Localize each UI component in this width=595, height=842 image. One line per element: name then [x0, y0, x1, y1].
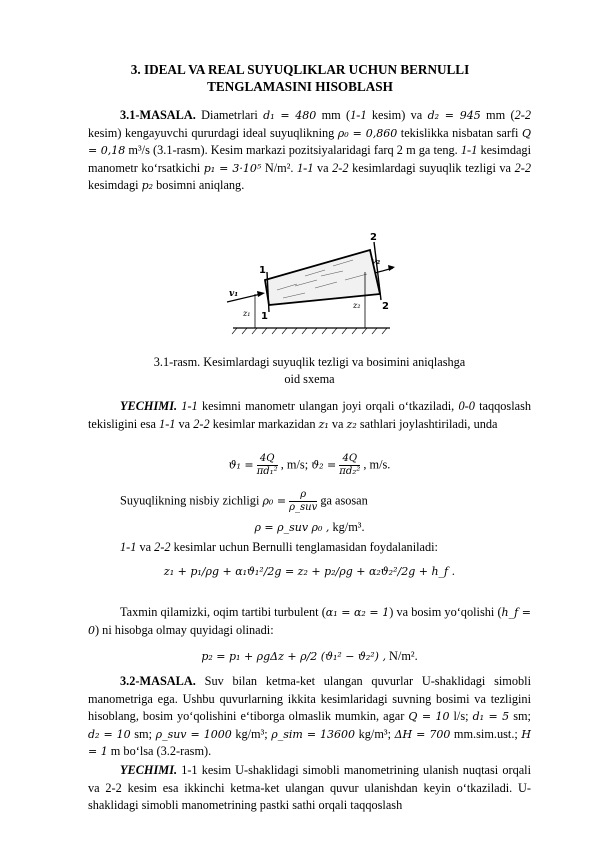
density-fraction [289, 489, 317, 514]
text: sathlari [359, 416, 397, 431]
q-value: Q = 0,18 [88, 126, 531, 158]
d2-value: d₂ = 10 [88, 727, 131, 741]
text: kesim) kengayuvchi qururdagi ideal suyuqlikning [88, 125, 335, 140]
text: tezligi va [465, 160, 512, 175]
text: ) va bosim yo‘qolishi ( [389, 605, 502, 619]
problem-1-text [88, 107, 531, 195]
text: kesimlar uchun Bernulli tenglamasidan foydalaniladi: [173, 540, 438, 554]
pipe-diagram-svg [225, 228, 395, 336]
unit: kg/m³; [235, 726, 268, 741]
text: mm ( [486, 108, 515, 122]
eq2-denominator: πd₂² [339, 466, 361, 477]
eq2-numerator: 4Q [339, 453, 360, 466]
caption-line-1: 3.1-rasm. Kesimlardagi suyuqlik tezligi va bosimini aniqlashga [153, 355, 466, 369]
alpha-eq: α₁ = α₂ = 1 [325, 606, 390, 619]
text: m³/s (3.1-rasm). Kesim markazi pozitsiyalaridagi farq 2 m ga teng. [128, 143, 458, 158]
text: kesimlardagi suyuqlik [352, 160, 462, 175]
text: Diametrlari [201, 108, 258, 122]
d1-value: d₁ = 480 [263, 109, 317, 122]
section-ref: 1-1 [181, 399, 198, 413]
text: N/m². [264, 160, 294, 175]
text: mm ( [321, 108, 351, 122]
unit: kg/m³; [358, 726, 392, 741]
text: kesimdagi manometr ko‘rsatkichi [88, 143, 531, 175]
label-section-1-bottom: 1 [261, 311, 268, 322]
problem-2-text [88, 673, 531, 761]
unit: sm; [513, 709, 531, 724]
label-z2: z₂ [353, 301, 361, 310]
eq1-numerator: 4Q [257, 453, 278, 466]
problem-2-label: 3.2-MASALA. [120, 674, 196, 688]
dh-value: ΔH = 700 [394, 727, 451, 741]
text: kesimdagi [88, 178, 139, 193]
p2-eq: p₂ = p₁ + ρgΔz + ρ/2 (ϑ₁² − ϑ₂²) , [201, 650, 386, 663]
eq1-lhs: ϑ₁ = [228, 458, 254, 472]
rho-equation [88, 519, 531, 536]
solution-2-label: YECHIMI. [120, 763, 178, 777]
text: va [139, 540, 152, 554]
text: Suv bilan ketma-ket ulangan quvurlar U-shaklidagi simobli manometriga ega. Ushbu quvurlarning ikkita kesimlaridagi suvning bosimi va tezligini hisoblang, bosim yo‘qolishini e‘tiborga olmaslik mumkin, agar [88, 674, 532, 724]
bernoulli-eq: z₁ + p₁/ρg + α₁ϑ₁²/2g = z₂ + p₂/ρg + α₂ϑ₂²/2g + h_f . [163, 565, 456, 578]
label-section-1-top: 1 [259, 265, 266, 276]
hf-eq: h_f = 0 [88, 606, 531, 637]
text: taqqoslash tekisligini esa [88, 399, 532, 431]
text: va [331, 416, 344, 431]
section-ref: 2-2 [154, 540, 171, 554]
section-ref: 1-1 [460, 143, 478, 158]
unit: mm.sim.ust.; [453, 726, 518, 741]
text: kesim) va [371, 108, 423, 122]
unit: m bo‘lsa (3.2-rasm). [110, 744, 212, 759]
caption-line-2: oid sxema [284, 372, 335, 386]
solution-2-text [88, 762, 531, 815]
d2-value: d₂ = 945 [427, 109, 481, 122]
title-line-1: 3. IDEAL VA REAL SUYUQLIKLAR UCHUN BERNULLI [130, 62, 470, 77]
density-numerator: ρ [289, 489, 317, 502]
text: va [316, 160, 329, 175]
text: kesimni manometr ulangan joyi orqali o‘tkaziladi, [201, 399, 455, 413]
pipe-diagram [225, 228, 395, 341]
density-denominator: ρ_suv [289, 502, 318, 513]
section-ref: 1-1 [159, 416, 176, 431]
z2-symbol: z₂ [346, 417, 357, 431]
text: 1-1 kesim U-shaklidagi simobli manometrining ulanish nuqtasi orqali va 2-2 kesim esa ikkinchi ketma-ket ulangan quvur ulanishdan keyin o‘tkaziladi. U-shaklidagi simobli manometrining pastki sathi orqali taqqoslash [88, 763, 532, 813]
velocity-equations [88, 453, 531, 478]
rho-unit: kg/m³. [332, 520, 365, 534]
section-ref: 1-1 [297, 160, 314, 175]
text: kesimlar markazidan [212, 416, 316, 431]
density-line [120, 489, 531, 514]
label-v2: v₂ [371, 257, 381, 267]
density-lhs: ρ₀ = [262, 494, 287, 508]
rho-eq: ρ = ρ_suv ρ₀ , [254, 521, 330, 534]
section-ref: 1-1 [350, 108, 367, 122]
unit: sm; [134, 726, 153, 741]
bernoulli-equation [88, 563, 531, 580]
solution-1-label: YECHIMI. [120, 399, 178, 413]
label-section-2-bottom: 2 [382, 301, 389, 312]
p2-equation [88, 648, 531, 665]
bernoulli-intro [88, 539, 531, 557]
text: bosimni aniqlang. [156, 178, 245, 193]
eq1-denominator: πd₁² [256, 466, 278, 477]
rho-sim-value: ρ_sim = 13600 [271, 727, 356, 741]
text: joylashtiriladi, unda [399, 416, 498, 431]
z1-symbol: z₁ [318, 417, 329, 431]
eq1-fraction [257, 453, 278, 478]
section-ref: 2-2 [514, 108, 531, 122]
section-ref: 0-0 [458, 399, 475, 413]
problem-1-label: 3.1-MASALA. [120, 108, 196, 122]
text: Taxmin qilamizki, oqim tartibi turbulent ( [120, 605, 326, 619]
p1-value: p₁ = 3·10⁵ [203, 161, 262, 175]
eq2-unit: , m/s. [363, 457, 391, 472]
text: tekislikka nisbatan sarfi [400, 125, 519, 140]
text: ga asosan [320, 493, 368, 508]
title-line-2: TENGLAMASINI HISOBLASH [207, 79, 393, 94]
section-ref: 2-2 [332, 160, 349, 175]
rho-suv-value: ρ_suv = 1000 [155, 727, 232, 741]
label-section-2-top: 2 [370, 232, 377, 243]
eq1-unit: , m/s; [280, 457, 309, 472]
figure-caption [88, 354, 531, 388]
text: Suyuqlikning nisbiy zichligi [120, 493, 260, 508]
text: va [178, 416, 191, 431]
label-v1: v₁ [229, 289, 239, 299]
p2-symbol: p₂ [141, 179, 154, 193]
section-ref: 2-2 [193, 416, 210, 431]
section-title [60, 61, 540, 95]
section-ref: 2-2 [514, 160, 531, 175]
eq2-lhs: ϑ₂ = [311, 458, 337, 472]
h-value: H = 1 [88, 727, 531, 759]
eq2-fraction [339, 453, 360, 478]
section-ref: 1-1 [120, 540, 137, 554]
rho0-value: ρ₀ = 0,860 [337, 126, 398, 140]
text: ) ni hisobga olmay quyidagi olinadi: [95, 622, 274, 637]
p2-unit: N/m². [389, 649, 418, 663]
q-value: Q = 10 [408, 710, 450, 724]
solution-1-text [88, 398, 531, 433]
d1-value: d₁ = 5 [472, 710, 510, 724]
assumption-text [88, 604, 531, 639]
label-z1: z₁ [243, 309, 251, 318]
unit: l/s; [453, 709, 469, 724]
